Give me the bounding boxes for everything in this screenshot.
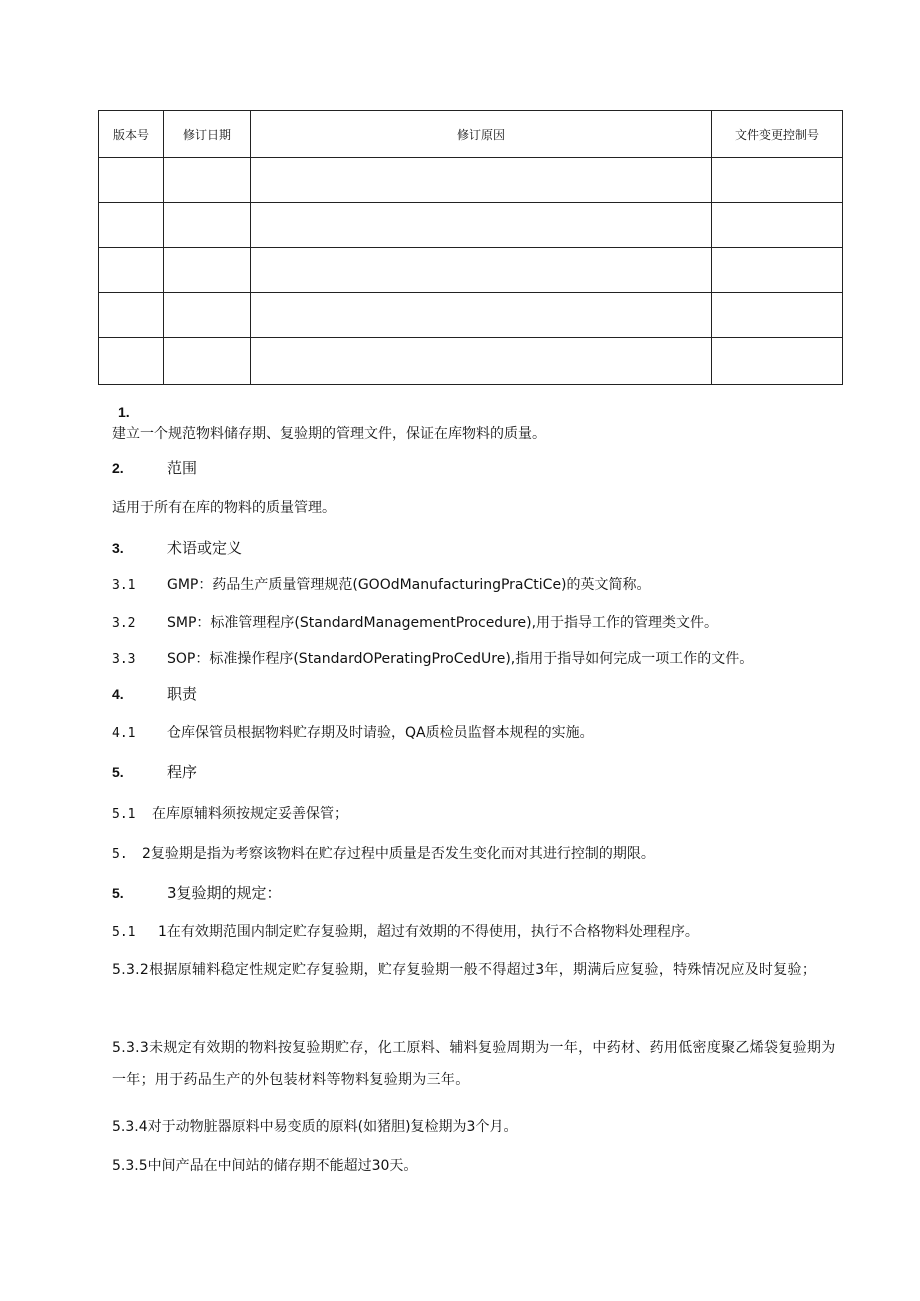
- table-cell: [99, 248, 164, 293]
- table-cell: [712, 158, 843, 203]
- clause-number: 5.1: [112, 807, 136, 822]
- clause-text: 仓库保管员根据物料贮存期及时请验，QA质检员监督本规程的实施。: [167, 725, 594, 741]
- clause-text: 2复验期是指为考察该物料在贮存过程中质量是否发生变化而对其进行控制的期限。: [142, 846, 655, 862]
- clause-number: 3.3: [112, 652, 136, 667]
- table-cell: [164, 338, 251, 385]
- clause-3-2: [112, 611, 852, 636]
- clause-5-1: [112, 802, 852, 827]
- clause-number: 3.2: [112, 616, 136, 631]
- section-title: 范围: [167, 459, 198, 477]
- section-3-heading: [112, 536, 852, 560]
- clause-3-1: [112, 573, 852, 598]
- section-title: 程序: [167, 763, 198, 781]
- section-number: 3.: [112, 540, 124, 556]
- section-2-text: 适用于所有在库的物料的质量管理。: [112, 500, 336, 516]
- table-cell: [712, 338, 843, 385]
- table-row: [99, 203, 843, 248]
- clause-number: 5.: [112, 847, 128, 862]
- clause-5-3-1: [112, 920, 852, 945]
- clause-5-3-4: 5.3.4对于动物脏器原料中易变质的原料(如猪胆)复检期为3个月。: [112, 1119, 518, 1135]
- table-cell: [164, 158, 251, 203]
- section-title: 术语或定义: [167, 539, 243, 557]
- clause-number: 5.1: [112, 925, 136, 940]
- table-cell: [99, 203, 164, 248]
- table-cell: [99, 293, 164, 338]
- clause-number: 3.1: [112, 578, 136, 593]
- section-number: 4.: [112, 686, 124, 702]
- clause-text: GMP：药品生产质量管理规范(GOOdManufacturingPraCtiCe)的英文简称。: [167, 577, 651, 593]
- table-header-row: [99, 111, 843, 158]
- header-date: 修订日期: [164, 111, 251, 158]
- clause-number: 5.: [112, 885, 124, 901]
- section-number: 2.: [112, 460, 124, 476]
- section-number: 5.: [112, 764, 124, 780]
- clause-5-3-5: 5.3.5中间产品在中间站的储存期不能超过30天。: [112, 1158, 418, 1174]
- table-row: [99, 293, 843, 338]
- table-row: [99, 158, 843, 203]
- header-version: 版本号: [99, 111, 164, 158]
- header-change-control-no: 文件变更控制号: [712, 111, 843, 158]
- clause-text: SMP：标准管理程序(StandardManagementProcedure),用于指导工作的管理类文件。: [167, 615, 719, 631]
- table-cell: [251, 248, 712, 293]
- clause-text: SOP：标准操作程序(StandardOPeratingProCedUre),指用于指导如何完成一项工作的文件。: [167, 651, 754, 667]
- clause-text: 3复验期的规定：: [167, 884, 282, 902]
- table-cell: [99, 158, 164, 203]
- clause-5-2: [112, 842, 852, 867]
- table-cell: [164, 248, 251, 293]
- clause-number: 4.1: [112, 726, 136, 741]
- clause-5-3-3: 5.3.3未规定有效期的物料按复验期贮存，化工原料、辅料复验周期为一年，中药材、药用低密度聚乙烯袋复验期为一年；用于药品生产的外包装材料等物料复验期为三年。: [112, 1040, 836, 1088]
- table-cell: [251, 158, 712, 203]
- table-cell: [712, 293, 843, 338]
- clause-5-3-2: 5.3.2根据原辅料稳定性规定贮存复验期，贮存复验期一般不得超过3年，期满后应复验，特殊情况应及时复验；: [112, 962, 817, 978]
- clause-4-1: [112, 721, 852, 746]
- table-cell: [251, 293, 712, 338]
- revision-table: [98, 110, 843, 385]
- clause-text: 1在有效期范围内制定贮存复验期，超过有效期的不得使用，执行不合格物料处理程序。: [158, 924, 699, 940]
- table-row: [99, 338, 843, 385]
- clause-text: 在库原辅料须按规定妥善保管；: [152, 806, 348, 822]
- section-5-heading: [112, 760, 852, 784]
- section-4-heading: [112, 682, 852, 706]
- table-cell: [99, 338, 164, 385]
- table-row: [99, 248, 843, 293]
- table-cell: [164, 203, 251, 248]
- header-reason: 修订原因: [251, 111, 712, 158]
- section-title: 职责: [167, 685, 198, 703]
- table-cell: [251, 203, 712, 248]
- table-cell: [712, 248, 843, 293]
- clause-5-3: [112, 881, 852, 906]
- section-1-number: 1.: [118, 404, 130, 420]
- clause-3-3: [112, 647, 852, 672]
- section-1-text: 建立一个规范物料储存期、复验期的管理文件，保证在库物料的质量。: [112, 426, 546, 442]
- table-cell: [251, 338, 712, 385]
- table-cell: [712, 203, 843, 248]
- table-cell: [164, 293, 251, 338]
- section-2-heading: [112, 456, 852, 480]
